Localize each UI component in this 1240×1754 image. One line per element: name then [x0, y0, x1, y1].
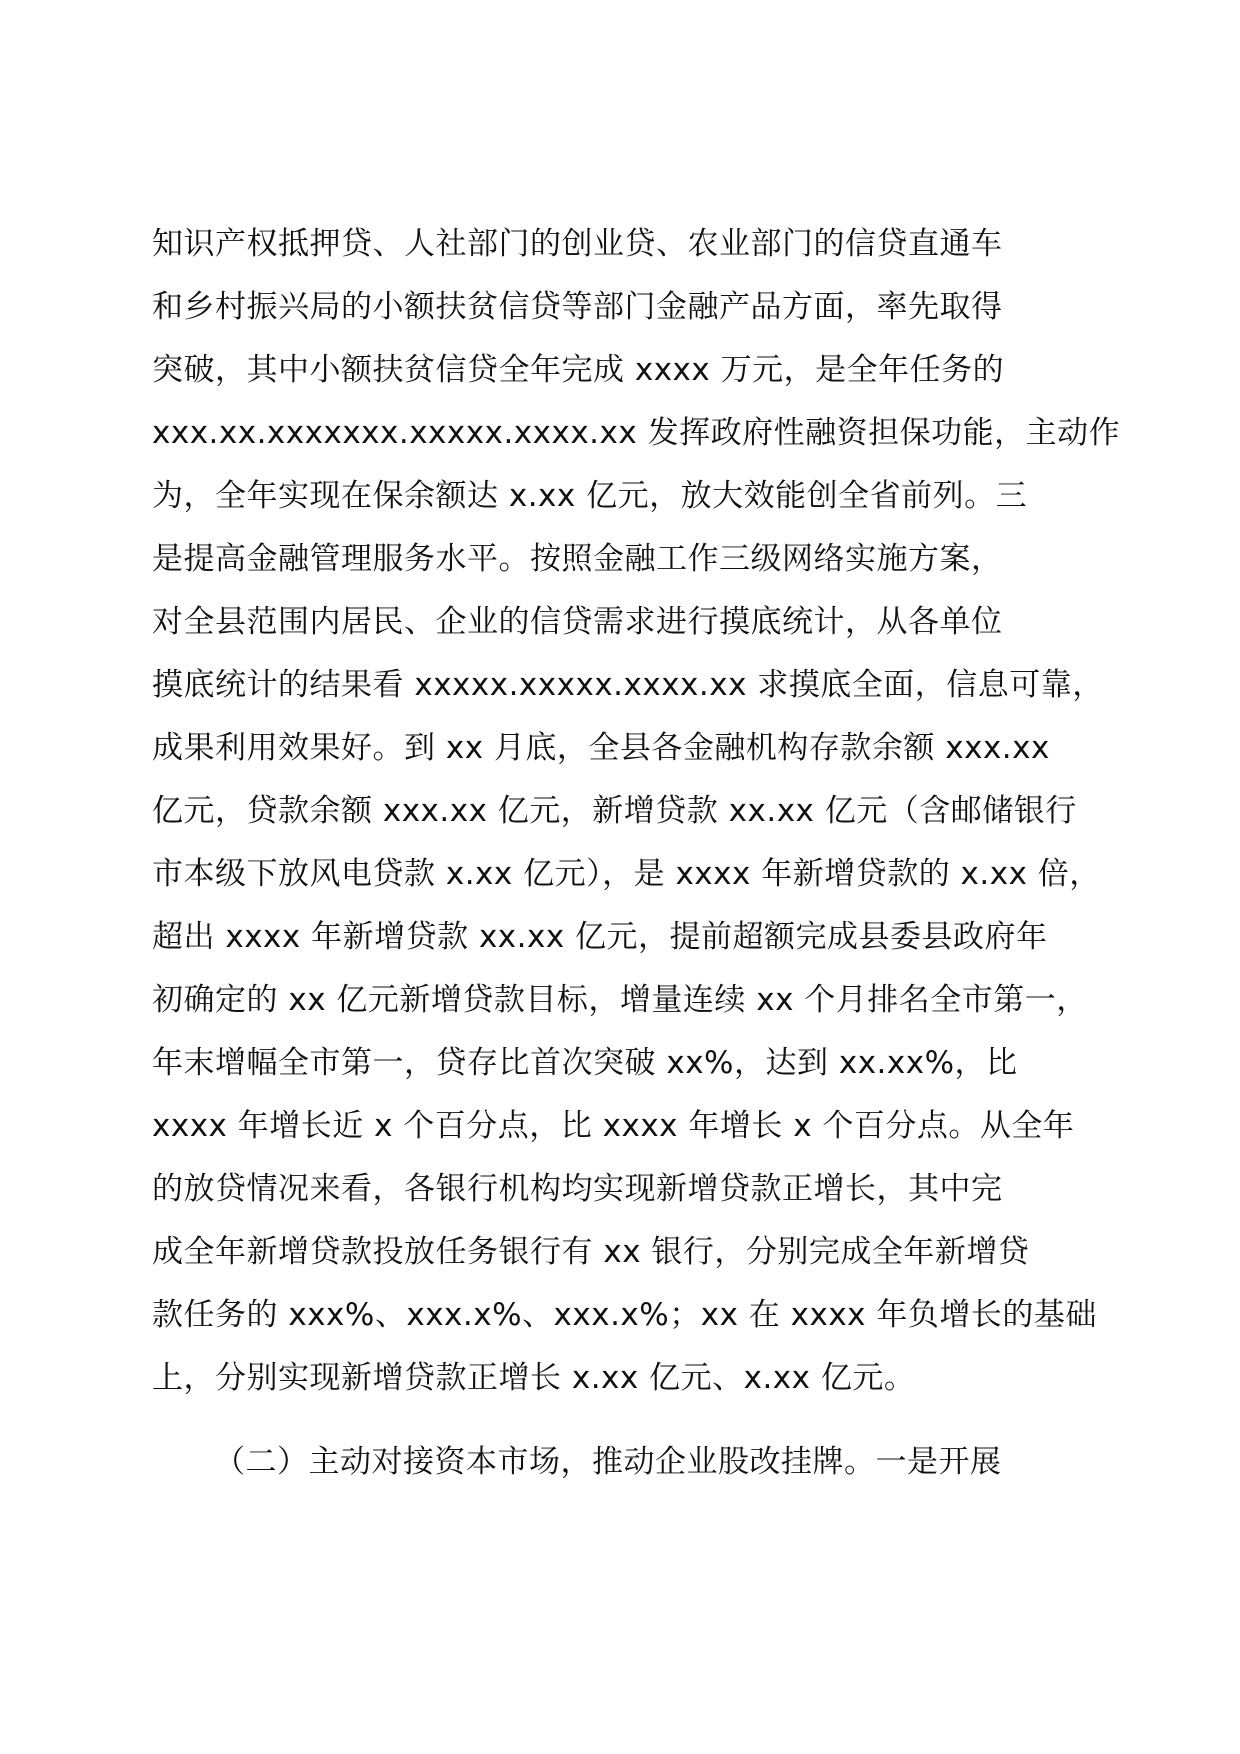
body-text-line: 突破，其中小额扶贫信贷全年完成 xxxx 万元，是全年任务的 — [152, 352, 1005, 388]
body-text-line: 市本级下放风电贷款 x.xx 亿元），是 xxxx 年新增贷款的 x.xx 倍， — [152, 856, 1101, 892]
body-text-line: 摸底统计的结果看 xxxxx.xxxxx.xxxx.xx 求摸底全面，信息可靠， — [152, 667, 1104, 703]
body-text-line: 超出 xxxx 年新增贷款 xx.xx 亿元，提前超额完成县委县政府年 — [152, 919, 1048, 955]
body-text-line: 上，分别实现新增贷款正增长 x.xx 亿元、x.xx 亿元。 — [152, 1360, 916, 1396]
body-text-line: 和乡村振兴局的小额扶贫信贷等部门金融产品方面，率先取得 — [152, 289, 1003, 325]
body-text-line: 亿元，贷款余额 xxx.xx 亿元，新增贷款 xx.xx 亿元（含邮储银行 — [152, 793, 1077, 829]
body-text-line: 为，全年实现在保余额达 x.xx 亿元，放大效能创全省前列。三 — [152, 478, 1028, 514]
body-text-line: xxxx 年增长近 x 个百分点，比 xxxx 年增长 x 个百分点。从全年 — [152, 1108, 1075, 1144]
body-text-line: 的放贷情况来看，各银行机构均实现新增贷款正增长，其中完 — [152, 1171, 1003, 1207]
body-text-line: 年末增幅全市第一，贷存比首次突破 xx%，达到 xx.xx%，比 — [152, 1045, 1018, 1081]
body-text-line: 成果利用效果好。到 xx 月底，全县各金融机构存款余额 xxx.xx — [152, 730, 1050, 766]
body-text-line: 款任务的 xxx%、xxx.x%、xxx.x%；xx 在 xxxx 年负增长的基础 — [152, 1297, 1097, 1333]
section-heading-line: （二）主动对接资本市场，推动企业股改挂牌。一是开展 — [214, 1444, 1002, 1480]
body-text-line: 是提高金融管理服务水平。按照金融工作三级网络实施方案， — [152, 541, 1003, 577]
body-text-line: 对全县范围内居民、企业的信贷需求进行摸底统计，从各单位 — [152, 604, 1003, 640]
body-text-line: xxx.xx.xxxxxxx.xxxxx.xxxx.xx 发挥政府性融资担保功能，主动作 — [152, 415, 1121, 451]
body-text-line: 成全年新增贷款投放任务银行有 xx 银行，分别完成全年新增贷 — [152, 1234, 1030, 1270]
body-text-line: 初确定的 xx 亿元新增贷款目标，增量连续 xx 个月排名全市第一， — [152, 982, 1088, 1018]
body-text-line: 知识产权抵押贷、人社部门的创业贷、农业部门的信贷直通车 — [152, 226, 1003, 262]
